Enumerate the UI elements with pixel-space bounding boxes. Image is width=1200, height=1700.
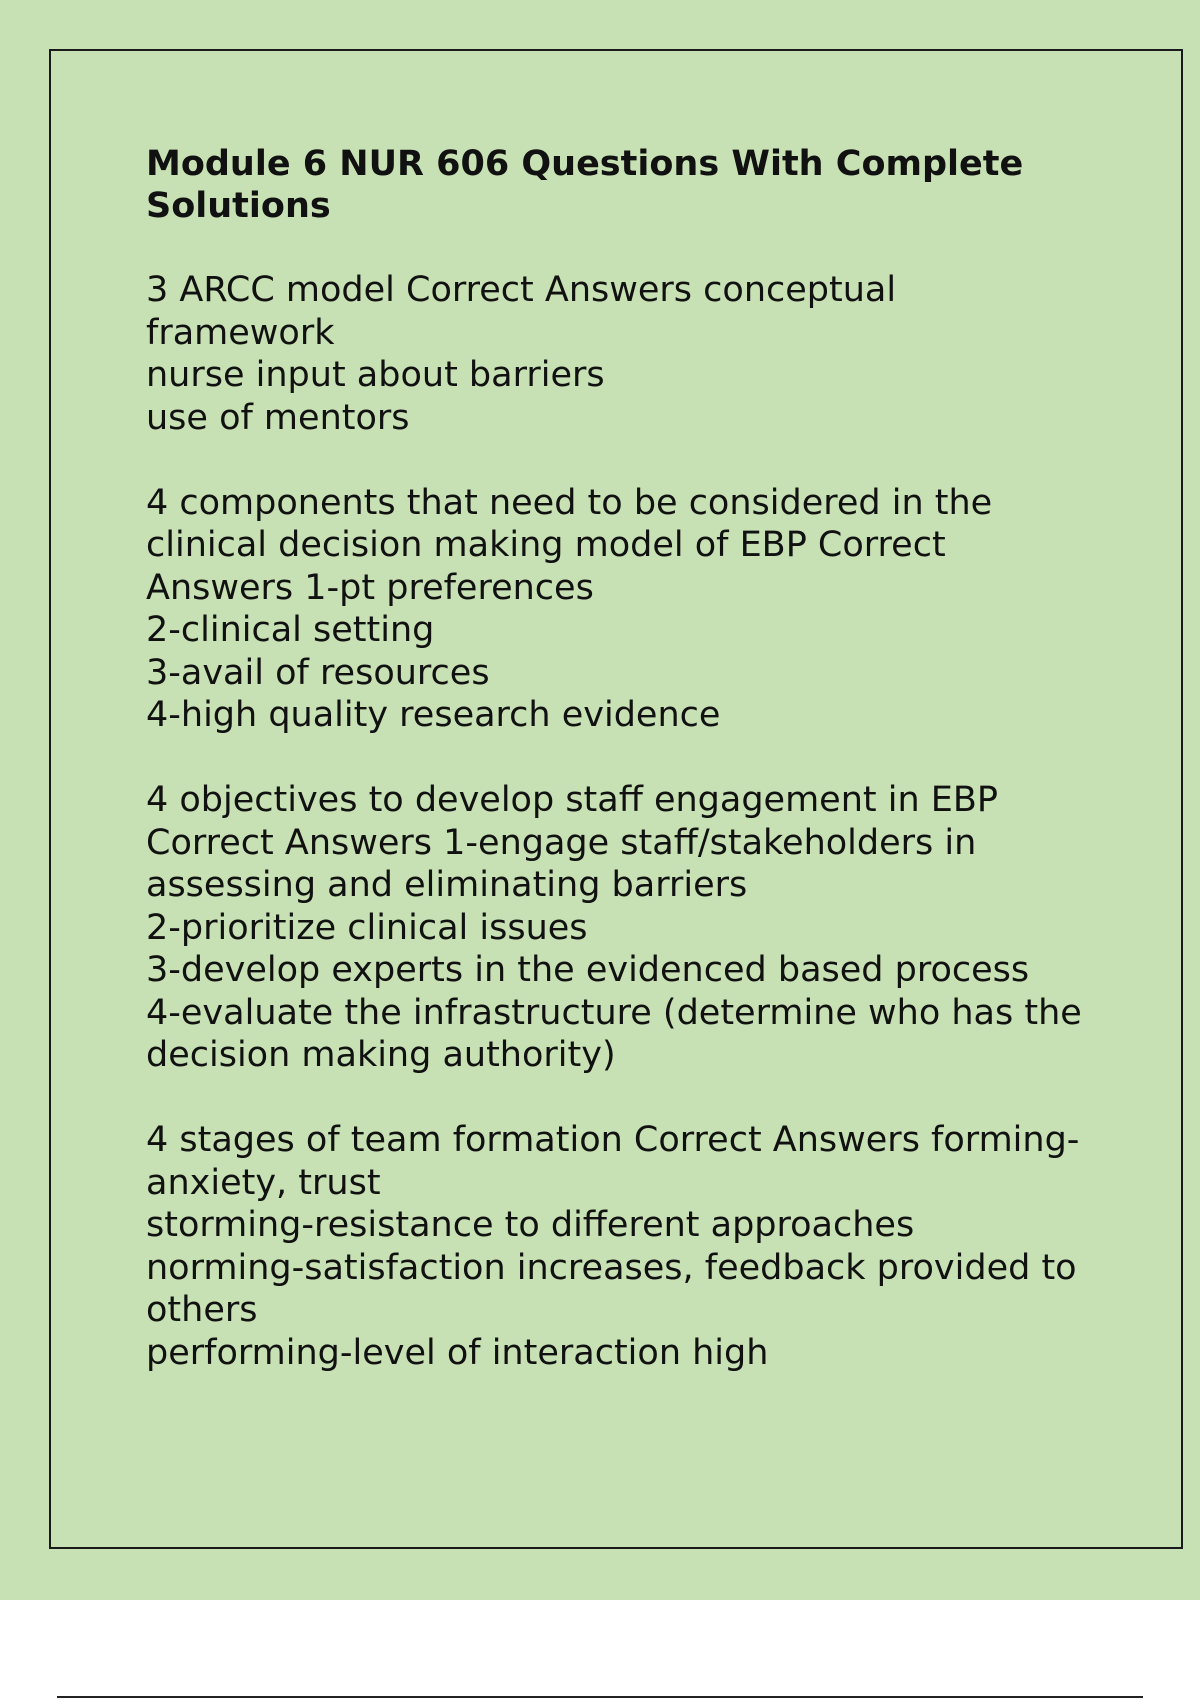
page-title: Module 6 NUR 606 Questions With Complete Solutions bbox=[146, 144, 1024, 226]
qa-entry-ebp-components: 4 components that need to be considered in the clinical decision making model of EBP Correct Answers 1-pt preferences 2-clinical setting 3-avail of resources 4-high quality research evidence bbox=[146, 482, 993, 735]
qa-entry-team-formation: 4 stages of team formation Correct Answers forming-anxiety, trust storming-resistance to different approaches norming-satisfaction increases, feedback provided to others performing-level of interaction high bbox=[146, 1120, 1080, 1373]
qa-entry-staff-engagement: 4 objectives to develop staff engagement in EBP Correct Answers 1-engage staff/stakeholders in assessing and eliminating barriers 2-prioritize clinical issues 3-develop experts in the evidenced based process 4-evaluate the infrastructure (determine who has the decision making authority) bbox=[146, 780, 1082, 1075]
qa-entry-arcc-model: 3 ARCC model Correct Answers conceptual framework nurse input about barriers use of mentors bbox=[146, 270, 897, 438]
document-body bbox=[146, 143, 1086, 1417]
footer-divider bbox=[57, 1696, 1143, 1698]
